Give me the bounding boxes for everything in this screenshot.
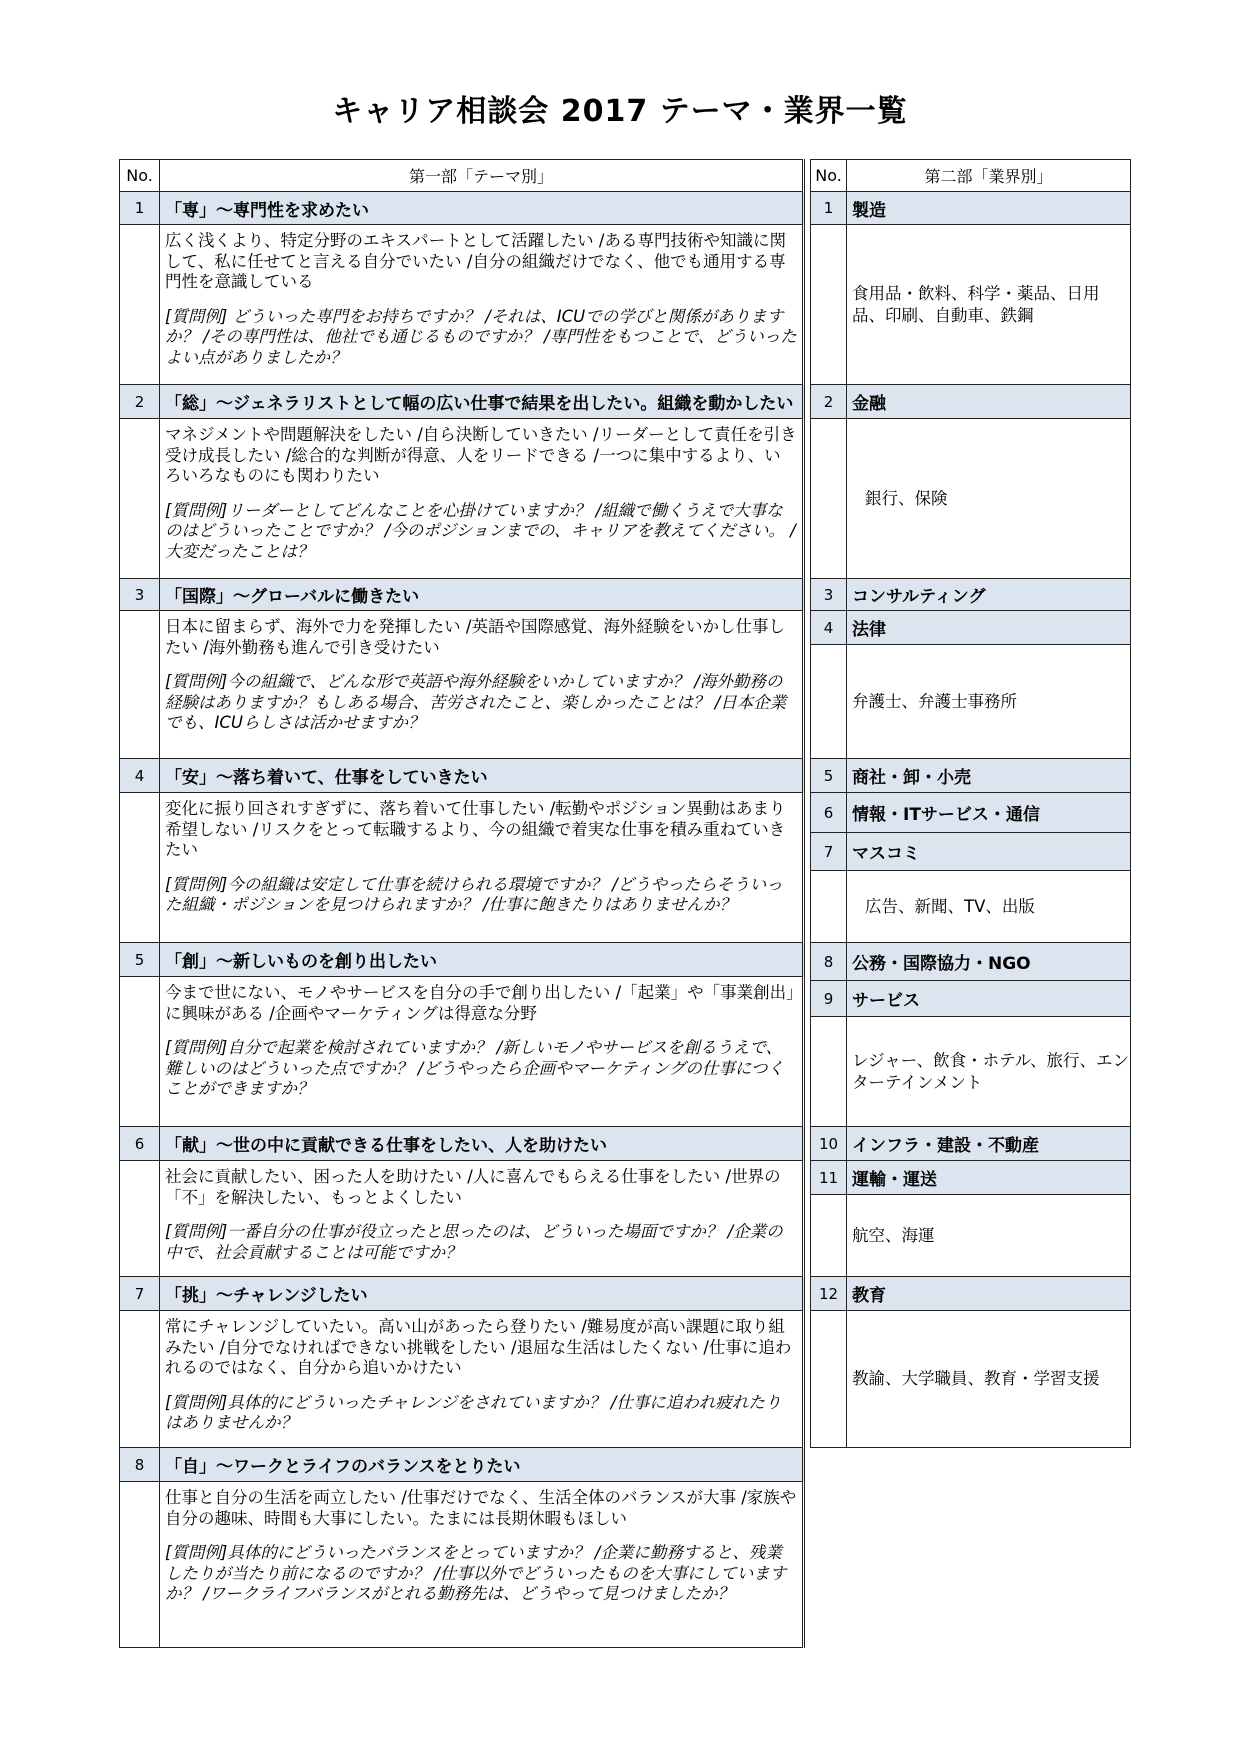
theme-description: 変化に振り回されすぎずに、落ち着いて仕事したい /転勤やポジション異動はあまり希望しない /リスクをとって転職するより、今の組織で着実な仕事を積み重ねていきたい <box>165 799 786 859</box>
industry-number: 12 <box>811 1277 847 1311</box>
industry-sub: 教諭、大学職員、教育・学習支援 <box>847 1311 1131 1448</box>
industry-name: 情報・ITサービス・通信 <box>847 793 1131 833</box>
industry-sub: 広告、新聞、TV、出版 <box>847 871 1131 943</box>
theme-body-row <box>120 1161 804 1277</box>
industry-number-spacer <box>811 1017 847 1127</box>
industry-sub: 航空、海運 <box>847 1195 1131 1277</box>
industry-row <box>811 943 1131 981</box>
industry-name: 公務・国際協力・NGO <box>847 943 1131 981</box>
theme-questions: [質問例] どういった専門をお持ちですか？ /それは、ICUでの学びと関係がありますか？ /その専門性は、他社でも通じるものですか？ /専門性をもつことで、どういったよい点がありましたか？ <box>165 306 797 367</box>
industry-row <box>811 793 1131 833</box>
industry-row <box>811 1127 1131 1161</box>
industry-name: 金融 <box>847 385 1131 419</box>
themes-table <box>119 159 805 1648</box>
industry-row <box>811 192 1131 225</box>
theme-heading: 「創」～新しいものを創り出したい <box>160 943 804 977</box>
industry-number: 1 <box>811 192 847 225</box>
theme-heading: 「自」～ワークとライフのバランスをとりたい <box>160 1448 804 1482</box>
industry-row <box>811 1277 1131 1311</box>
industry-number-spacer <box>811 419 847 579</box>
theme-number: 1 <box>120 192 160 225</box>
industry-sub-row <box>811 645 1131 759</box>
theme-body-row <box>120 793 804 943</box>
theme-description: 広く浅くより、特定分野のエキスパートとして活躍したい /ある専門技術や知識に関して、私に任せてと言える自分でいたい /自分の組織だけでなく、他でも通用する専門性を意識している <box>165 231 786 291</box>
theme-heading-row <box>120 1277 804 1311</box>
theme-description: 日本に留まらず、海外で力を発揮したい /英語や国際感覚、海外経験をいかし仕事したい /海外勤務も進んで引き受けたい <box>165 617 785 657</box>
industry-sub: 銀行、保険 <box>847 419 1131 579</box>
industry-row <box>811 759 1131 793</box>
theme-questions: [質問例]今の組織は安定して仕事を続けられる環境ですか？ /どうやったらそういった組織・ポジションを見つけられますか？ /仕事に飽きたりはありませんか？ <box>165 874 783 914</box>
industry-sub-row <box>811 1195 1131 1277</box>
theme-description: 社会に貢献したい、困った人を助けたい /人に喜んでもらえる仕事をしたい /世界の「不」を解決したい、もっとよくしたい <box>165 1167 781 1207</box>
theme-number-spacer <box>120 1311 160 1448</box>
theme-questions: [質問例]具体的にどういったチャレンジをされていますか？ /仕事に追われ疲れたりはありませんか？ <box>165 1392 782 1432</box>
industry-name: 法律 <box>847 611 1131 645</box>
industry-name: コンサルティング <box>847 579 1131 611</box>
theme-body-row <box>120 419 804 579</box>
theme-body <box>160 1161 804 1277</box>
theme-number-spacer <box>120 977 160 1127</box>
theme-heading-row <box>120 759 804 793</box>
theme-number-spacer <box>120 793 160 943</box>
industry-sub-row <box>811 419 1131 579</box>
theme-body <box>160 611 804 759</box>
theme-number: 5 <box>120 943 160 977</box>
industry-row <box>811 981 1131 1017</box>
theme-number-spacer <box>120 225 160 385</box>
industry-number: 7 <box>811 833 847 871</box>
industry-name: マスコミ <box>847 833 1131 871</box>
theme-questions: [質問例]自分で起業を検討されていますか？ /新しいモノやサービスを創るうえで、難しいのはどういった点ですか？ /どうやったら企画やマーケティングの仕事につくことができますか？ <box>165 1038 784 1098</box>
theme-heading-row <box>120 1448 804 1482</box>
industry-name: 運輸・運送 <box>847 1161 1131 1195</box>
industry-sub: 弁護士、弁護士事務所 <box>847 645 1131 759</box>
theme-questions: [質問例]一番自分の仕事が役立ったと思ったのは、どういった場面ですか？ /企業の中で、社会貢献することは可能ですか？ <box>165 1222 783 1262</box>
theme-heading: 「国際」～グローバルに働きたい <box>160 579 804 611</box>
theme-heading-row <box>120 579 804 611</box>
theme-heading-row <box>120 385 804 419</box>
industry-number-spacer <box>811 645 847 759</box>
theme-number: 8 <box>120 1448 160 1482</box>
theme-number-spacer <box>120 419 160 579</box>
industry-number-spacer <box>811 1311 847 1448</box>
page-title: キャリア相談会 2017 テーマ・業界一覧 <box>332 94 908 129</box>
industry-number: 2 <box>811 385 847 419</box>
theme-body-row <box>120 1311 804 1448</box>
industries-table <box>810 159 1131 1448</box>
industry-row <box>811 611 1131 645</box>
theme-body <box>160 419 804 579</box>
theme-number: 3 <box>120 579 160 611</box>
theme-heading: 「安」～落ち着いて、仕事をしていきたい <box>160 759 804 793</box>
theme-number: 6 <box>120 1127 160 1161</box>
theme-description: 常にチャレンジしていたい。高い山があったら登りたい /難易度が高い課題に取り組みたい /自分でなければできない挑戦をしたい /退屈な生活はしたくない /仕事に追われるのではなく、自分から追いかけたい <box>165 1317 792 1377</box>
industry-number: 11 <box>811 1161 847 1195</box>
industry-name: サービス <box>847 981 1131 1017</box>
theme-number: 7 <box>120 1277 160 1311</box>
industry-row <box>811 833 1131 871</box>
theme-heading-row <box>120 1127 804 1161</box>
industry-sub-row <box>811 871 1131 943</box>
theme-questions: [質問例]具体的にどういったバランスをとっていますか？ /企業に勤務すると、残業したりが当たり前になるのですか？ /仕事以外でどういったものを大事にしていますか？ /ワークライフバランスがとれる勤務先は、どうやって見つけましたか？ <box>165 1543 787 1603</box>
industry-name: 商社・卸・小売 <box>847 759 1131 793</box>
theme-number-spacer <box>120 611 160 759</box>
theme-description: マネジメントや問題解決をしたい /自ら決断していきたい /リーダーとして責任を引き受け成長したい /総合的な判断が得意、人をリードできる /一つに集中するより、いろいろなものにも関わりたい <box>165 425 797 485</box>
themes-no-header: No. <box>120 160 160 192</box>
theme-number: 4 <box>120 759 160 793</box>
theme-heading-row <box>120 192 804 225</box>
industry-number: 5 <box>811 759 847 793</box>
theme-heading: 「専」～専門性を求めたい <box>160 192 804 225</box>
theme-body-row <box>120 977 804 1127</box>
theme-questions: [質問例]今の組織で、どんな形で英語や海外経験をいかしていますか？ /海外勤務の経験はありますか？もしある場合、苦労されたこと、楽しかったことは？ /日本企業でも、ICUらしさは活かせますか？ <box>165 672 787 732</box>
industry-name: インフラ・建設・不動産 <box>847 1127 1131 1161</box>
industry-row <box>811 579 1131 611</box>
industries-header-row <box>811 160 1131 192</box>
industry-number: 8 <box>811 943 847 981</box>
themes-header-row <box>120 160 804 192</box>
industry-number-spacer <box>811 1195 847 1277</box>
theme-heading: 「献」～世の中に貢献できる仕事をしたい、人を助けたい <box>160 1127 804 1161</box>
theme-body <box>160 1311 804 1448</box>
theme-body <box>160 977 804 1127</box>
industry-sub: 食用品・飲料、科学・薬品、日用品、印刷、自動車、鉄鋼 <box>847 225 1131 385</box>
theme-number-spacer <box>120 1482 160 1648</box>
theme-body-row <box>120 225 804 385</box>
industry-number-spacer <box>811 871 847 943</box>
industry-name: 教育 <box>847 1277 1131 1311</box>
theme-heading-row <box>120 943 804 977</box>
industry-sub-row <box>811 225 1131 385</box>
industry-number-spacer <box>811 225 847 385</box>
industry-row <box>811 1161 1131 1195</box>
theme-questions: [質問例]リーダーとしてどんなことを心掛けていますか？ /組織で働くうえで大事なのはどういったことですか？ /今のポジションまでの、キャリアを教えてください。 /大変だったことは？ <box>165 500 796 561</box>
theme-body-row <box>120 611 804 759</box>
industries-no-header: No. <box>811 160 847 192</box>
theme-heading: 「挑」～チャレンジしたい <box>160 1277 804 1311</box>
theme-description: 仕事と自分の生活を両立したい /仕事だけでなく、生活全体のバランスが大事 /家族や自分の趣味、時間も大事にしたい。たまには長期休暇もほしい <box>165 1488 797 1528</box>
industry-row <box>811 385 1131 419</box>
themes-label-header: 第一部「テーマ別」 <box>160 160 804 192</box>
industry-number: 4 <box>811 611 847 645</box>
theme-number-spacer <box>120 1161 160 1277</box>
theme-description: 今まで世にない、モノやサービスを自分の手で創り出したい /「起業」や「事業創出」に興味がある /企画やマーケティングは得意な分野 <box>165 983 795 1023</box>
theme-body <box>160 225 804 385</box>
industry-name: 製造 <box>847 192 1131 225</box>
industries-label-header: 第二部「業界別」 <box>847 160 1131 192</box>
industry-number: 10 <box>811 1127 847 1161</box>
industry-number: 6 <box>811 793 847 833</box>
industry-number: 3 <box>811 579 847 611</box>
theme-number: 2 <box>120 385 160 419</box>
theme-body <box>160 793 804 943</box>
industry-sub: レジャー、飲食・ホテル、旅行、エンターテインメント <box>847 1017 1131 1127</box>
industry-number: 9 <box>811 981 847 1017</box>
theme-body <box>160 1482 804 1648</box>
theme-heading: 「総」～ジェネラリストとして幅の広い仕事で結果を出したい。組織を動かしたい <box>160 385 804 419</box>
industry-sub-row <box>811 1017 1131 1127</box>
theme-body-row <box>120 1482 804 1648</box>
industry-sub-row <box>811 1311 1131 1448</box>
